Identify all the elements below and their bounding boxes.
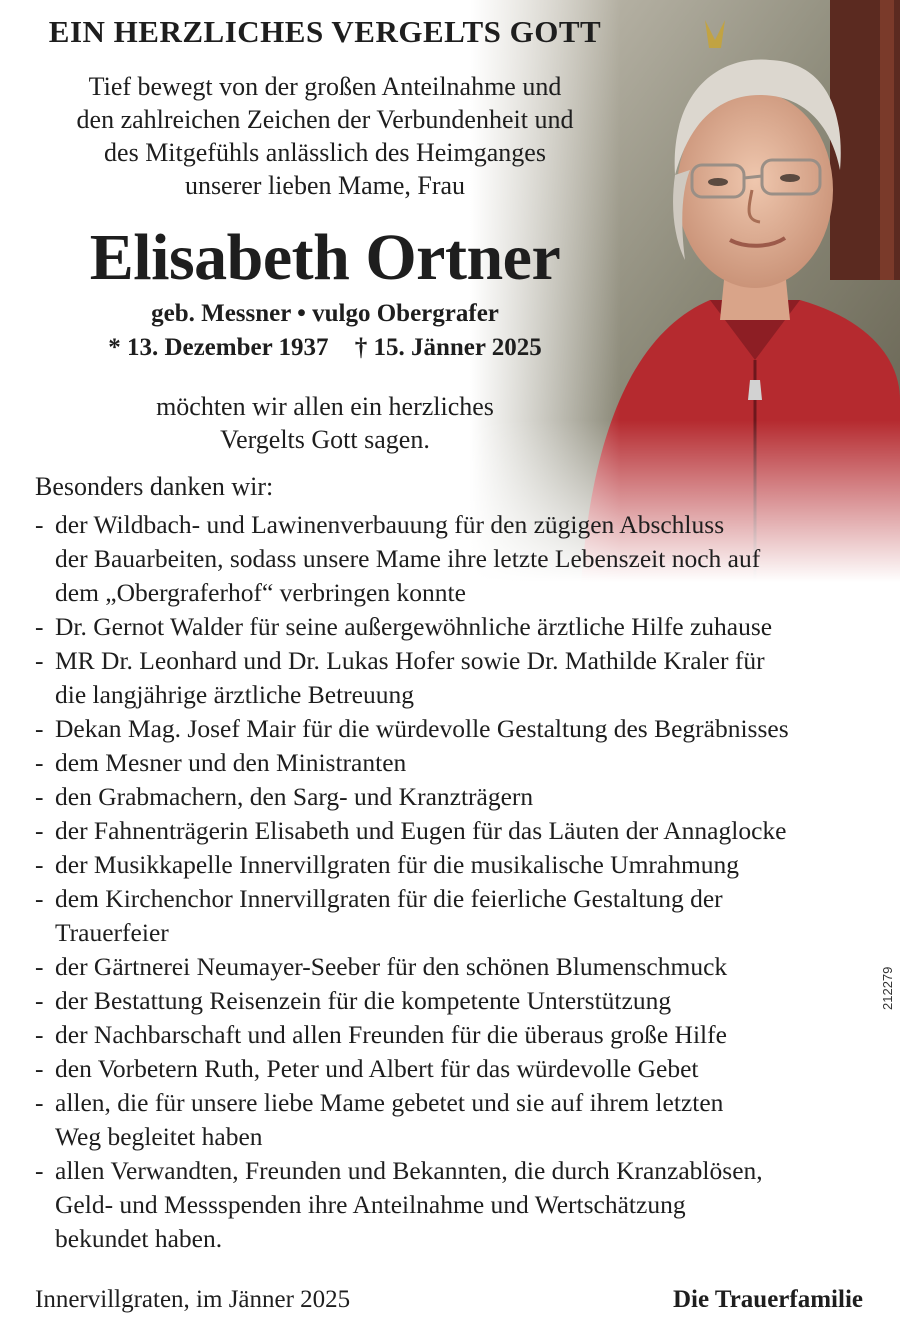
list-item: [35, 848, 875, 882]
list-item: [35, 814, 875, 848]
deceased-name: Elisabeth Ortner: [89, 221, 561, 294]
list-item-line: Weg begleitet haben: [55, 1122, 263, 1151]
list-item-line: dem „Obergraferhof“ verbringen konnte: [55, 578, 466, 607]
thanks-text: [0, 390, 650, 456]
list-item: [35, 508, 875, 610]
list-item-line: der Nachbarschaft und allen Freunden für die überaus große Hilfe: [55, 1020, 727, 1049]
list-item-line: allen, die für unsere liebe Mame gebetet und sie auf ihrem letzten: [55, 1088, 724, 1117]
intro-line: des Mitgefühls anlässlich des Heimganges: [104, 138, 546, 167]
list-dash: -: [35, 612, 44, 641]
list-item: [35, 746, 875, 780]
list-item-line: der Musikkapelle Innervillgraten für die musikalische Umrahmung: [55, 850, 740, 879]
thanks-line: Vergelts Gott sagen.: [220, 425, 430, 454]
list-dash: -: [35, 850, 44, 879]
list-item: [35, 950, 875, 984]
list-intro: Besonders danken wir:: [35, 472, 274, 501]
list-dash: -: [35, 748, 44, 777]
list-item-line: dem Mesner und den Ministranten: [55, 748, 407, 777]
thanks-list: [35, 508, 875, 1256]
list-item: [35, 1018, 875, 1052]
birth-date: * 13. Dezember 1937: [108, 334, 329, 361]
list-dash: -: [35, 1054, 44, 1083]
list-item: [35, 712, 875, 746]
birth-name: geb. Messner • vulgo Obergrafer: [151, 300, 499, 327]
ad-code: 212279: [880, 966, 895, 1010]
list-item-line: den Grabmachern, den Sarg- und Kranzträgern: [55, 782, 534, 811]
list-item-line: Trauerfeier: [55, 918, 169, 947]
intro-line: unserer lieben Mame, Frau: [184, 171, 466, 200]
list-item-line: den Vorbetern Ruth, Peter und Albert für das würdevolle Gebet: [55, 1054, 699, 1083]
headline: EIN HERZLICHES VERGELTS GOTT: [48, 14, 602, 49]
list-item-line: der Gärtnerei Neumayer-Seeber für den schönen Blumenschmuck: [55, 952, 728, 981]
list-dash: -: [35, 1020, 44, 1049]
list-item: [35, 610, 875, 644]
list-item-line: Dr. Gernot Walder für seine außergewöhnliche ärztliche Hilfe zuhause: [55, 612, 773, 641]
list-dash: -: [35, 1088, 44, 1117]
life-dates: [0, 334, 650, 362]
list-dash: -: [35, 816, 44, 845]
list-dash: -: [35, 884, 44, 913]
list-dash: -: [35, 646, 44, 675]
list-item: [35, 1154, 875, 1256]
list-dash: -: [35, 510, 44, 539]
thanks-line: möchten wir allen ein herzliches: [156, 392, 494, 421]
list-item: [35, 882, 875, 950]
list-dash: -: [35, 986, 44, 1015]
signature: Die Trauerfamilie: [673, 1286, 863, 1313]
list-item-line: Geld- und Messspenden ihre Anteilnahme und Wertschätzung: [55, 1190, 686, 1219]
list-dash: -: [35, 714, 44, 743]
list-item-line: MR Dr. Leonhard und Dr. Lukas Hofer sowie Dr. Mathilde Kraler für: [55, 646, 765, 675]
list-dash: -: [35, 1156, 44, 1185]
list-item-line: der Fahnenträgerin Elisabeth und Eugen für das Läuten der Annaglocke: [55, 816, 787, 845]
list-item: [35, 780, 875, 814]
death-date: † 15. Jänner 2025: [354, 334, 542, 361]
intro-text: [0, 70, 650, 202]
list-item: [35, 984, 875, 1018]
list-item-line: dem Kirchenchor Innervillgraten für die feierliche Gestaltung der: [55, 884, 723, 913]
list-item-line: der Bestattung Reisenzein für die kompetente Unterstützung: [55, 986, 672, 1015]
list-item-line: allen Verwandten, Freunden und Bekannten, die durch Kranzablösen,: [55, 1156, 763, 1185]
list-item-line: Dekan Mag. Josef Mair für die würdevolle Gestaltung des Begräbnisses: [55, 714, 789, 743]
list-dash: -: [35, 952, 44, 981]
place-date: Innervillgraten, im Jänner 2025: [35, 1286, 351, 1313]
list-item-line: der Bauarbeiten, sodass unsere Mame ihre letzte Lebenszeit noch auf: [55, 544, 761, 573]
list-item-line: bekundet haben.: [55, 1224, 223, 1253]
list-item-line: der Wildbach- und Lawinenverbauung für den zügigen Abschluss: [55, 510, 725, 539]
intro-line: den zahlreichen Zeichen der Verbundenheit und: [76, 105, 574, 134]
list-dash: -: [35, 782, 44, 811]
list-item: [35, 1052, 875, 1086]
list-item: [35, 644, 875, 712]
intro-line: Tief bewegt von der großen Anteilnahme und: [88, 72, 562, 101]
list-item-line: die langjährige ärztliche Betreuung: [55, 680, 414, 709]
list-item: [35, 1086, 875, 1154]
